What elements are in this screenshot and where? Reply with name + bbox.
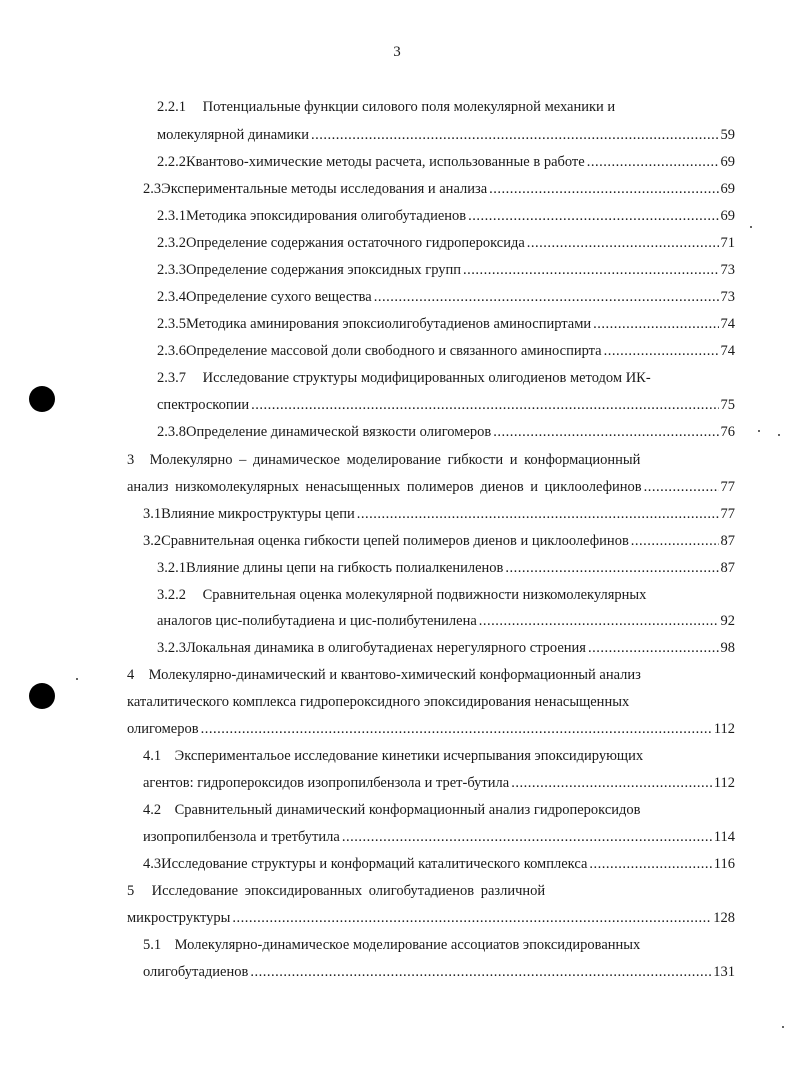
dot-leader [463, 260, 718, 280]
toc-page: 87 [720, 560, 735, 576]
toc-page: 73 [720, 262, 735, 278]
toc-page: 74 [720, 343, 735, 359]
dot-leader [511, 773, 712, 793]
toc-title: Молекулярно-динамическое моделирование ассоциатов эпоксидированных [174, 937, 641, 953]
toc-title: аналогов цис-полибутадиена и цис-полибутенилена [157, 613, 477, 629]
toc-title: Влияние длины цепи на гибкость полиалкениленов [186, 560, 504, 576]
toc-title: Влияние микроструктуры цепи [161, 506, 355, 522]
toc-entry-2-3-4[interactable] [157, 287, 735, 307]
toc-entry-2-3-3[interactable] [157, 260, 735, 280]
toc-number: 4.3 [143, 856, 162, 872]
toc-page: 69 [720, 208, 735, 224]
toc-entry-5-1[interactable] [143, 935, 737, 955]
toc-title: агентов: гидропероксидов изопропилбензола и трет-бутила [143, 775, 510, 791]
toc-title: олигобутадиенов [143, 964, 249, 980]
toc-number: 5.1 [143, 937, 162, 953]
scan-speck [758, 430, 760, 432]
scan-speck [750, 226, 752, 228]
dot-leader [250, 962, 711, 982]
toc-entry-4-2[interactable] [143, 800, 737, 820]
toc-number: 2.3.4 [157, 289, 186, 305]
toc-page: 74 [720, 316, 735, 332]
toc-page: 69 [720, 154, 735, 170]
dot-leader [357, 504, 719, 524]
toc-entry-3-2-1[interactable] [157, 558, 735, 578]
toc-title: Определение динамической вязкости олигомеров [186, 424, 492, 440]
toc-entry-2-3-6[interactable] [157, 341, 735, 361]
scan-speck [778, 434, 780, 436]
toc-title: Определение сухого вещества [186, 289, 372, 305]
toc-title: Определение содержания остаточного гидропероксида [186, 235, 525, 251]
dot-leader [342, 827, 712, 847]
toc-page: 114 [713, 829, 735, 845]
toc-number: 4.1 [143, 748, 162, 764]
dot-leader [479, 611, 719, 631]
dot-leader [527, 233, 719, 253]
toc-entry-2-2-1-cont[interactable] [157, 125, 735, 145]
toc-page: 98 [720, 640, 735, 656]
dot-leader [505, 558, 718, 578]
toc-title: Сравнительная оценка гибкости цепей полимеров диенов и циклоолефинов [161, 533, 629, 549]
toc-title: каталитического комплекса гидропероксидного эпоксидирования ненасыщенных [127, 694, 630, 710]
toc-title: Молекулярно-динамический и квантово-химический конформационный анализ [148, 667, 641, 683]
dot-leader [587, 152, 719, 172]
dot-leader [201, 719, 712, 739]
toc-number: 3.1 [143, 506, 162, 522]
toc-page: 76 [720, 424, 735, 440]
dot-leader [589, 854, 711, 874]
toc-entry-4[interactable] [127, 665, 737, 685]
toc-title: Сравнительная оценка молекулярной подвижности низкомолекулярных [202, 587, 647, 603]
toc-entry-5-1-cont[interactable] [143, 962, 735, 982]
toc-title: спектроскопии [157, 397, 250, 413]
toc-title: Исследование структуры модифицированных олигодиенов методом ИК- [202, 370, 651, 386]
toc-title: Молекулярно – динамическое моделирование гибкости и конформационный [149, 452, 641, 468]
toc-entry-2-2-2[interactable] [157, 152, 735, 172]
toc-title: олигомеров [127, 721, 199, 737]
toc-title: Потенциальные функции силового поля молекулярной механики и [202, 99, 616, 115]
toc-title: микроструктуры [127, 910, 231, 926]
scan-speck [782, 1026, 784, 1028]
dot-leader [588, 638, 719, 658]
toc-title: Сравнительный динамический конформационный анализ гидропероксидов [174, 802, 641, 818]
toc-number: 2.3.8 [157, 424, 186, 440]
dot-leader [593, 314, 718, 334]
toc-page: 71 [720, 235, 735, 251]
toc-page: 59 [720, 127, 735, 143]
toc-number: 2.3.3 [157, 262, 186, 278]
toc-page: 69 [720, 181, 735, 197]
toc-page: 87 [720, 533, 735, 549]
dot-leader [311, 125, 719, 145]
toc-entry-3-2-2[interactable] [157, 585, 737, 605]
punch-hole-top [29, 386, 55, 412]
toc-number: 5 [127, 883, 135, 899]
toc-entry-2-3-5[interactable] [157, 314, 735, 334]
punch-hole-bottom [29, 683, 55, 709]
toc-title: Квантово-химические методы расчета, использованные в работе [186, 154, 585, 170]
toc-title: изопропилбензола и третбутила [143, 829, 340, 845]
toc-entry-4-1-cont[interactable] [143, 773, 735, 793]
toc-number: 4 [127, 667, 135, 683]
toc-entry-4-cont2[interactable] [127, 719, 735, 739]
toc-entry-2-3-7[interactable] [157, 368, 737, 388]
toc-number: 3.2.1 [157, 560, 186, 576]
dot-leader [644, 477, 719, 497]
toc-entry-2-3[interactable] [143, 179, 735, 199]
dot-leader [489, 179, 718, 199]
toc-entry-2-3-7-cont[interactable] [157, 395, 735, 415]
toc-entry-4-1[interactable] [143, 746, 737, 766]
toc-title: Методика эпоксидирования олигобутадиенов [186, 208, 467, 224]
toc-entry-4-2-cont[interactable] [143, 827, 735, 847]
toc-entry-4-3[interactable] [143, 854, 735, 874]
toc-entry-2-3-2[interactable] [157, 233, 735, 253]
toc-number: 2.3.2 [157, 235, 186, 251]
toc-number: 4.2 [143, 802, 162, 818]
toc-number: 2.3.6 [157, 343, 186, 359]
page-number: 3 [393, 44, 401, 60]
toc-number: 2.3.1 [157, 208, 186, 224]
toc-entry-3-1[interactable] [143, 504, 735, 524]
toc-entry-2-3-8[interactable] [157, 422, 735, 442]
toc-number: 3.2.2 [157, 587, 186, 603]
dot-leader [232, 908, 711, 928]
toc-number: 3.2.3 [157, 640, 186, 656]
toc-title: молекулярной динамики [157, 127, 309, 143]
dot-leader [604, 341, 719, 361]
toc-title: Определение содержания эпоксидных групп [186, 262, 462, 278]
dot-leader [374, 287, 719, 307]
toc-entry-5[interactable] [127, 881, 737, 901]
toc-page: 92 [720, 613, 735, 629]
dot-leader [631, 531, 719, 551]
toc-title: Экспериментальое исследование кинетики исчерпывания эпоксидирующих [174, 748, 644, 764]
toc-entry-3-2[interactable] [143, 531, 735, 551]
toc-page: 77 [720, 506, 735, 522]
toc-entry-2-2-1[interactable] [157, 97, 737, 117]
dot-leader [468, 206, 718, 226]
toc-entry-4-cont[interactable] [127, 692, 737, 712]
toc-entry-3[interactable] [127, 450, 737, 470]
toc-title: Исследование структуры и конформаций каталитического комплекса [161, 856, 588, 872]
toc-page: 77 [720, 479, 735, 495]
toc-page: 112 [713, 721, 735, 737]
toc-number: 3.2 [143, 533, 162, 549]
toc-page: 128 [713, 910, 735, 926]
toc-page: 75 [720, 397, 735, 413]
toc-number: 2.3 [143, 181, 162, 197]
toc-page: 131 [713, 964, 735, 980]
toc-page: 112 [713, 775, 735, 791]
toc-page: 73 [720, 289, 735, 305]
toc-entry-5-cont[interactable] [127, 908, 735, 928]
toc-number: 3 [127, 452, 135, 468]
dot-leader [493, 422, 718, 442]
toc-title: Определение массовой доли свободного и связанного аминоспирта [186, 343, 602, 359]
toc-title: Исследование эпоксидированных олигобутадиенов различной [151, 883, 546, 899]
toc-title: Экспериментальные методы исследования и анализа [161, 181, 488, 197]
toc-title: Локальная динамика в олигобутадиенах нерегулярного строения [186, 640, 586, 656]
toc-entry-3-2-3[interactable] [157, 638, 735, 658]
toc-number: 2.2.2 [157, 154, 186, 170]
toc-entry-3-2-2-cont[interactable] [157, 611, 735, 631]
toc-title: анализ низкомолекулярных ненасыщенных полимеров диенов и циклоолефинов [127, 479, 642, 495]
toc-title: Методика аминирования эпоксиолигобутадиенов аминоспиртами [186, 316, 592, 332]
scan-speck [76, 678, 78, 680]
toc-number: 2.3.5 [157, 316, 186, 332]
toc-entry-2-3-1[interactable] [157, 206, 735, 226]
toc-number: 2.3.7 [157, 370, 186, 386]
toc-page: 116 [713, 856, 735, 872]
toc-entry-3-cont[interactable] [127, 477, 735, 497]
dot-leader [251, 395, 718, 415]
toc-number: 2.2.1 [157, 99, 186, 115]
